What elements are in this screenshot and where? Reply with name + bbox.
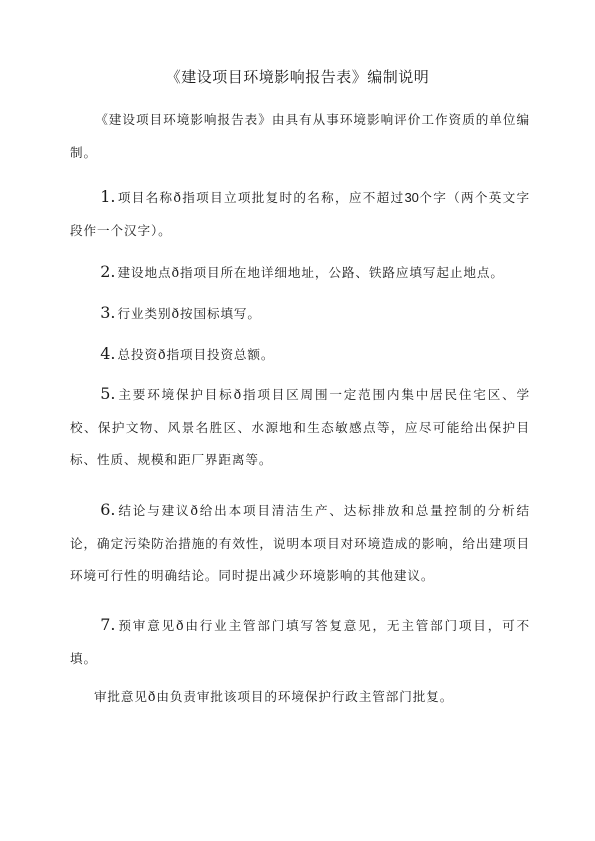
intro-paragraph: 《建设项目环境影响报告表》由具有从事环境影响评价工作资质的单位编制。 bbox=[70, 112, 530, 160]
item-number: 4. bbox=[100, 344, 116, 363]
item-text: 预审意见ð由行业主管部门填写答复意见，无主管部门项目，可不填。 bbox=[70, 618, 530, 666]
item-text-number: 30 bbox=[404, 190, 419, 205]
item-number: 5. bbox=[100, 384, 116, 403]
item-text: 结论与建议ð给出本项目清洁生产、达标排放和总量控制的分析结论，确定污染防治措施的有效性，说明本项目对环境造成的影响，给出建项目环境可行性的明确结论。同时提出减少环境影响的其他建议。 bbox=[70, 503, 530, 583]
item-number: 6. bbox=[100, 500, 116, 519]
document-title: 《建设项目环境影响报告表》编制说明 bbox=[165, 68, 430, 86]
item-number: 3. bbox=[100, 303, 116, 322]
item-text: 个字（两个英文字段作一个汉字）。 bbox=[70, 190, 530, 238]
item-3 bbox=[70, 297, 530, 331]
item-text: 行业类别ð按国标填写。 bbox=[117, 306, 261, 321]
item-5 bbox=[70, 378, 530, 477]
item-text: 总投资ð指项目投资总额。 bbox=[117, 347, 275, 362]
item-number: 7. bbox=[100, 615, 116, 634]
item-number: 1. bbox=[100, 187, 116, 206]
item-4 bbox=[70, 338, 530, 372]
item-text: 项目名称ð指项目立项批复时的名称，应不超过 bbox=[117, 190, 405, 205]
item-6 bbox=[70, 494, 530, 593]
item-text: 主要环境保护目标ð指项目区周围一定范围内集中居民住宅区、学校、保护文物、风景名胜区、水源地和生态敏感点等，应尽可能给出保护目标、性质、规模和距厂界距离等。 bbox=[70, 387, 530, 467]
item-2 bbox=[70, 256, 530, 290]
item-1 bbox=[70, 181, 530, 247]
item-number: 2. bbox=[100, 262, 116, 281]
approval-paragraph: 审批意见ð由负责审批该项目的环境保护行政主管部门批复。 bbox=[93, 689, 454, 704]
item-7 bbox=[70, 609, 530, 675]
item-text: 建设地点ð指项目所在地详细地址，公路、铁路应填写起止地点。 bbox=[117, 265, 504, 280]
